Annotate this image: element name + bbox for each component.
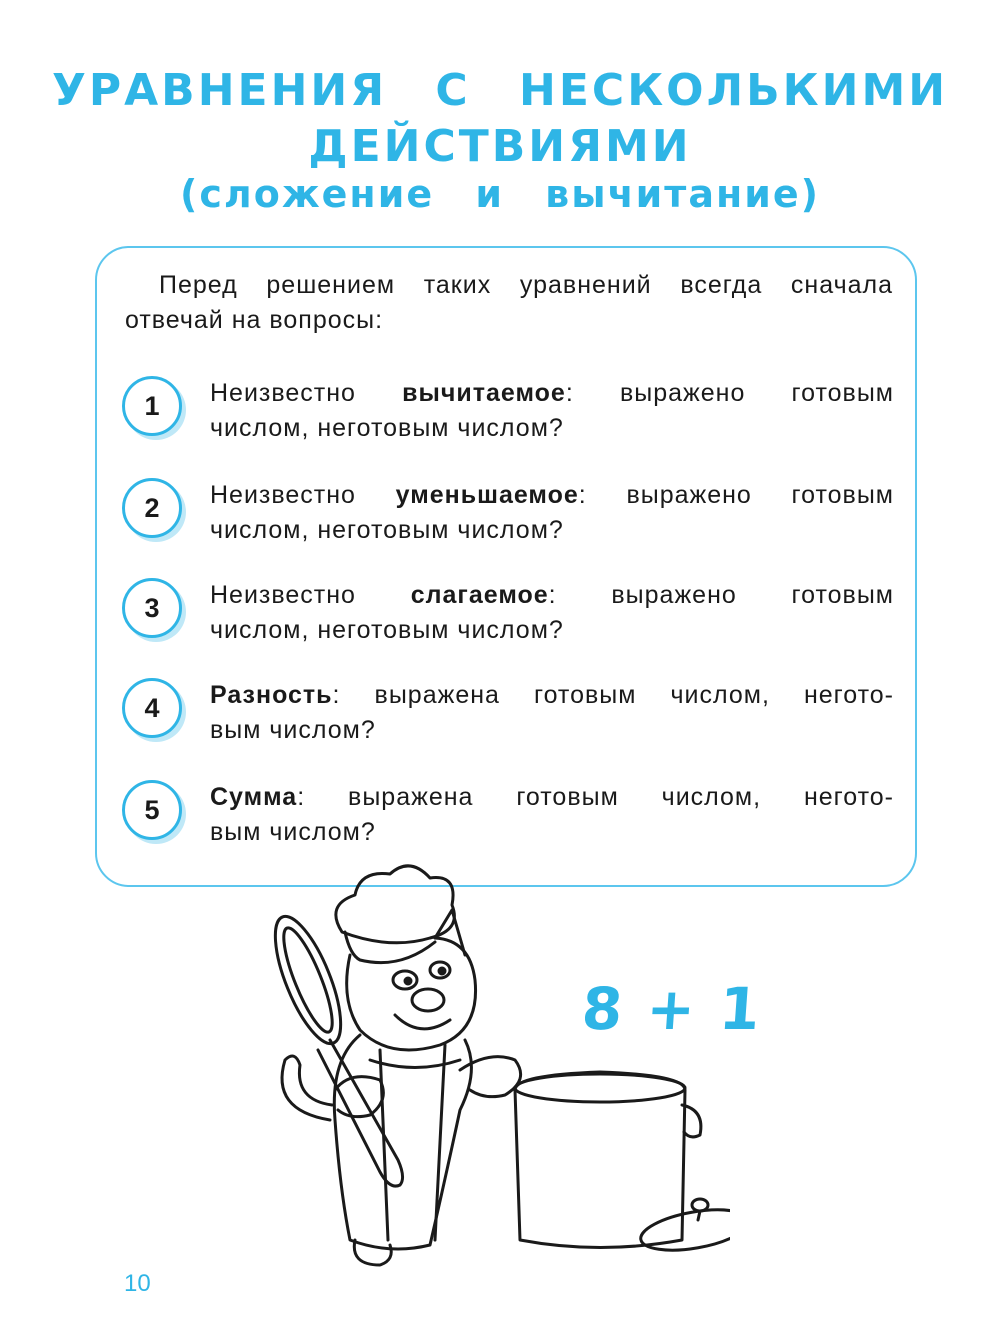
rule-text <box>210 578 894 648</box>
rule-rest: : выражено готовым <box>565 379 894 407</box>
rule-text <box>210 376 894 446</box>
rule-term: Сумма <box>210 783 298 811</box>
title-line-3: (сложение и вычитание) <box>180 172 820 216</box>
rule-line-2: числом, неготовым числом? <box>210 516 564 544</box>
rule-term: вычитаемое <box>402 379 566 407</box>
rule-number-badge: 5 <box>122 780 182 840</box>
rule-number-badge: 3 <box>122 578 182 638</box>
title-line-1: УРАВНЕНИЯ С НЕСКОЛЬКИМИ <box>51 65 949 116</box>
rule-text <box>210 678 894 748</box>
rule-item-3 <box>122 578 894 658</box>
rule-item-2 <box>122 478 894 558</box>
rule-line-2: числом, неготовым числом? <box>210 616 564 644</box>
rule-prefix: Неизвестно <box>210 481 396 509</box>
rule-rest: : выражено готовым <box>578 481 894 509</box>
rule-line-2: вым числом? <box>210 818 376 846</box>
rule-term: уменьшаемое <box>395 481 579 509</box>
rule-rest: : выражена готовым числом, негото- <box>332 681 894 709</box>
rule-rest: : выражена готовым числом, негото- <box>297 783 894 811</box>
rule-number-badge: 2 <box>122 478 182 538</box>
rule-term: Разность <box>210 681 333 709</box>
page-number: 10 <box>124 1270 151 1297</box>
page-title <box>0 62 1000 220</box>
rule-line-2: вым числом? <box>210 716 376 744</box>
rule-item-1 <box>122 376 894 456</box>
rule-prefix: Неизвестно <box>210 379 403 407</box>
rule-number-badge: 1 <box>122 376 182 436</box>
rule-term: слагаемое <box>410 581 549 609</box>
rule-number-badge: 4 <box>122 678 182 738</box>
intro-text: Перед решением таких уравнений всегда сначала отвечай на вопросы: <box>125 271 893 334</box>
math-expression: 8 + 1 <box>579 975 765 1043</box>
rule-prefix: Неизвестно <box>210 581 411 609</box>
rule-item-5 <box>122 780 894 860</box>
rule-line-2: числом, неготовым числом? <box>210 414 564 442</box>
rule-text <box>210 478 894 548</box>
rule-item-4 <box>122 678 894 758</box>
title-line-2: ДЕЙСТВИЯМИ <box>308 121 692 172</box>
rule-text <box>210 780 894 850</box>
cat-chef-icon <box>230 860 730 1280</box>
rule-rest: : выражено готовым <box>548 581 894 609</box>
